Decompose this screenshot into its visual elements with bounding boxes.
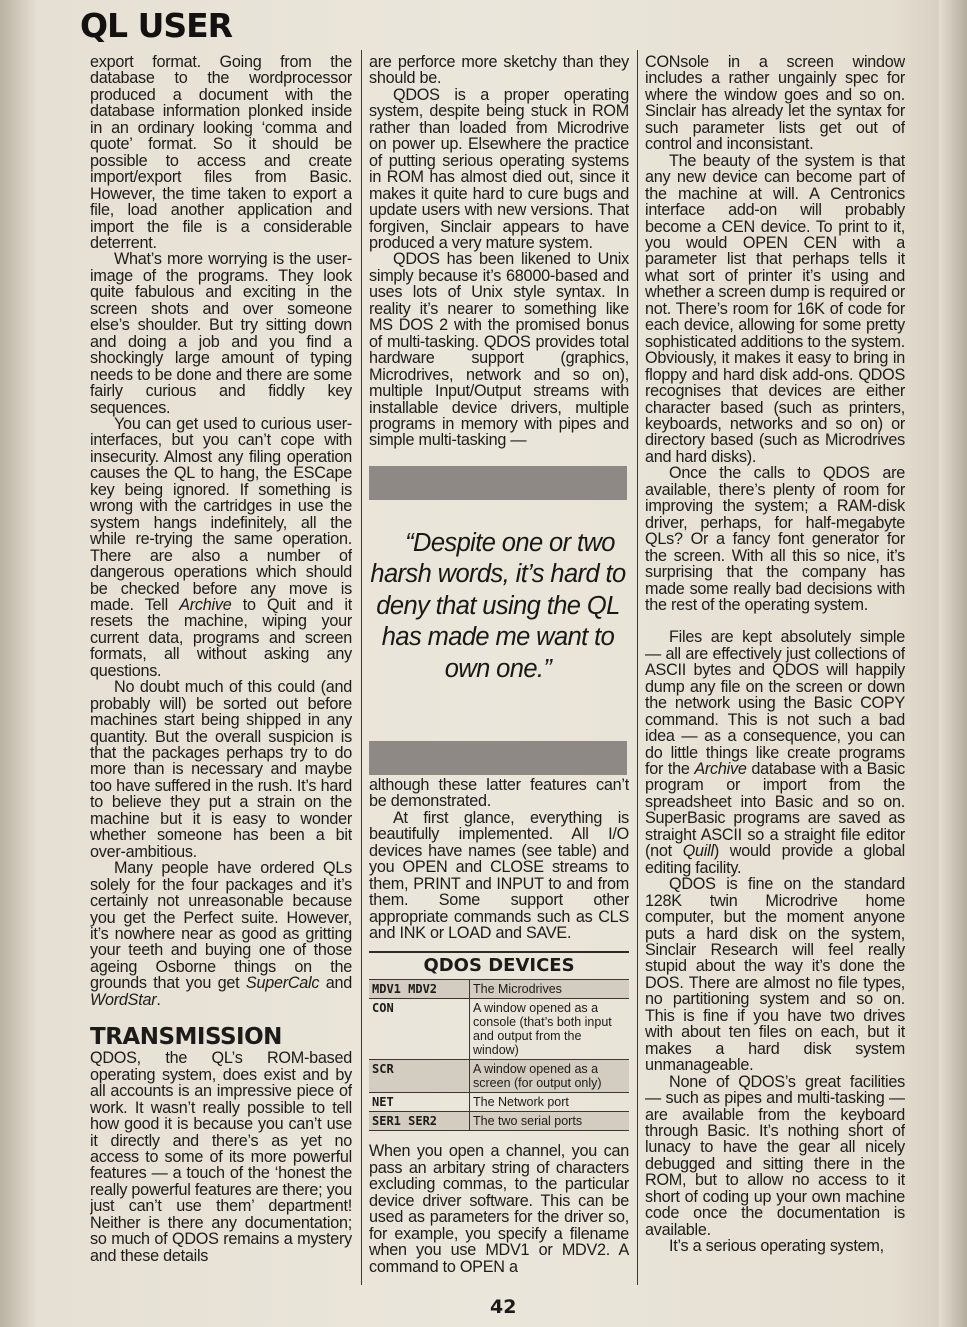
section-title: QL USER	[80, 6, 233, 45]
device-description: A window opened as a screen (for output only)	[470, 1060, 630, 1093]
table-row	[369, 999, 629, 1060]
col3-paragraph-6: None of QDOS’s great facilities — such as pipes and multi-tasking — are available from the keyboard through Basic. It’s nothing short of lunacy to have the gear all nicely debugged and sitting there in the ROM, but to allow no access to it short of coding up your own machine code once the documentation is available.	[645, 1072, 905, 1239]
page-edge-shadow	[939, 0, 967, 1327]
col3-p4-text-b: database with a Basic program or import from the spreadsheet into Basic and so on. SuperBasic programs are saved as straight ASCII so a straight file editor (not	[645, 760, 905, 861]
col1-p3-text-b: to Quit and it resets the machine, wiping your current data, programs and screen formats, all without asking any questions.	[90, 595, 352, 680]
devices-table-title: QDOS DEVICES	[369, 951, 629, 977]
col1-paragraph-5	[90, 860, 352, 1008]
column-rule-2	[637, 50, 638, 1285]
archive-title: Archive	[694, 760, 747, 779]
devices-table-grid	[369, 979, 629, 1131]
device-description: The Network port	[470, 1093, 630, 1112]
col3-p4-text-a: Files are kept absolutely simple — all are effectively just collections of ASCII bytes and QDOS will happily dump any file on the screen or down the network using the Basic COPY command. This is not such a bad idea — as a consequence, you can do little things like create programs for the	[645, 628, 905, 779]
col1-p5-and: and	[319, 974, 352, 993]
table-row	[369, 1093, 629, 1112]
supercalc-title: SuperCalc	[245, 974, 320, 993]
col1-p5-text-a: Many people have ordered QLs solely for the four packages and it’s certainly not unreasonable because you get the Perfect suite. However, it’s nowhere near as good as gritting your teeth and buying one of those ageing Osborne things on the grounds that you get	[90, 859, 352, 993]
col3-p4-text-c: ) would provide a global editing facility.	[645, 842, 905, 877]
col1-paragraph-2: What’s more worrying is the user-image of the programs. They look quite fabulous and exciting in the screen shots and over someone else’s shoulder. But try sitting down and doing a job and you find a shockingly large amount of typing needs to be done and there are some fairly curious and fiddly key sequences.	[90, 250, 352, 417]
col1-p5-end: .	[156, 990, 161, 1009]
pull-quote	[369, 449, 629, 777]
col1-paragraph-1: export format. Going from the database to the wordprocessor produced a document with the database information plonked inside in an ordinary looking ‘comma and quote’ format. So it should be possible to access and create import/export files from Basic. However, the time taken to export a file, load another application and import the file is a considerable deterrent.	[90, 54, 352, 252]
column-1	[90, 54, 352, 1286]
column-3	[645, 54, 905, 1286]
col1-p3-text-a: You can get used to curious user-interfaces, but you can’t cope with insecurity. Almost any filing operation causes the QL to hang, the ESCape key being ignored. If something is wrong with the cartridges in use the system hangs indefinitely, all the while re-trying the same operation. There are also a number of dangerous operations which should be checked before any move is made. Tell	[90, 414, 352, 614]
table-row	[369, 1060, 629, 1093]
table-row	[369, 1112, 629, 1131]
col3-paragraph-2: The beauty of the system is that any new device can become part of the machine at will. A Centronics interface add-on will probably become a CEN device. To print to it, you would OPEN CEN with a parameter list that perhaps tells it what sort of printer it’s using and whether a screen dump is required or not. There’s room for 16K of code for each device, allowing for some pretty sophisticated additions to the system. Obviously, it makes it easy to bring in floppy and hard disk add-ons. QDOS recognises that devices are either character based (such as printers, keyboards, networks and so on) or directory based (such as Microdrives and hard disks).	[645, 151, 905, 466]
col3-paragraph-3: Once the calls to QDOS are available, there’s plenty of room for improving the system; a RAM-disk driver, perhaps, for half-megabyte QLs? Or a fancy font generator for the screen. With all this so nice, it’s surprising that the company has made some really bad decisions with the rest of the operating system.	[645, 464, 905, 614]
col1-paragraph-6: QDOS, the QL’s ROM-based operating system, does exist and by all accounts is an impressive piece of work. It wasn’t really possible to tell how good it is because you can’t use it directly and there’s as yet no access to some of its more powerful features — a touch of the ‘honest the really powerful features are there; you just can’t use them’ department! Neither is there any documentation; so much of QDOS remains a mystery and these details	[90, 1049, 352, 1265]
col2-paragraph-4: although these latter features can’t be demonstrated.	[369, 775, 629, 811]
pull-quote-text: “Despite one or two harsh words, it’s hard to deny that using the QL has made me want to own one.”	[370, 528, 626, 683]
quill-title: Quill	[682, 842, 714, 861]
col2-paragraph-1: are perforce more sketchy than they should be.	[369, 54, 629, 88]
device-description: A window opened as a console (that’s both input and output from the window)	[470, 999, 630, 1060]
page-number: 42	[490, 1296, 517, 1318]
col2-paragraph-3: QDOS has been likened to Unix simply because it’s 68000-based and uses lots of Unix style syntax. In reality it’s nearer to something like MS DOS 2 with the promised bonus of multi-tasking. QDOS provides total hardware support (graphics, Microdrives, network and so on), multiple Input/Output streams with installable device drivers, multiple programs in memory with pipes and simple multi-tasking —	[369, 250, 629, 450]
page-spine-shadow	[0, 0, 36, 1327]
section-heading-transmission: TRANSMISSION	[90, 1024, 282, 1051]
col1-paragraph-3	[90, 416, 352, 679]
device-name: MDV1 MDV2	[369, 980, 470, 999]
pull-quote-bar-bottom	[369, 741, 627, 775]
device-description: The two serial ports	[470, 1112, 630, 1131]
col3-paragraph-4	[645, 629, 905, 876]
column-rule-1	[361, 50, 362, 1285]
col2-paragraph-5: At first glance, everything is beautifully implemented. All I/O devices have names (see table) and you OPEN and CLOSE streams to them, PRINT and INPUT to and from them. Some support other appropriate commands such as CLS and INK or LOAD and SAVE.	[369, 808, 629, 942]
col2-paragraph-2: QDOS is a proper operating system, despite being stuck in ROM rather than loaded from Microdrive on power up. Elsewhere the practice of putting serious operating systems in ROM has almost died out, since it makes it quite hard to cure bugs and update users with new versions. That forgiven, Sinclair appears to have produced a very mature system.	[369, 85, 629, 252]
pull-quote-bar-top	[369, 466, 627, 500]
device-name: NET	[369, 1093, 470, 1112]
device-name: SCR	[369, 1060, 470, 1093]
col3-paragraph-7: It’s a serious operating system,	[669, 1237, 884, 1256]
col3-paragraph-1: CONsole in a screen window includes a rather ungainly spec for where the window goes and so on. Sinclair has already let the syntax for such parameter lists get out of control and inconsistant.	[645, 54, 905, 154]
wordstar-title: WordStar	[90, 990, 157, 1009]
col1-paragraph-4: No doubt much of this could (and probably will) be sorted out before machines start being shipped in any quantity. But the overall suspicion is that the packages perhaps try to do more than is necessary and maybe too have suffered in the rush. It’s hard to believe they put a strain on the machine but it is easy to wonder whether someone has been a bit over-ambitious.	[90, 678, 352, 861]
table-row	[369, 980, 629, 999]
col3-paragraph-5: QDOS is fine on the standard 128K twin Microdrive home computer, but the moment anyone puts a hard disk on the system, Sinclair Research will feel really stupid about the way it’s done the DOS. There are almost no file types, no partitioning system and so on. This is fine if you have two drives with about ten files on each, but it makes a hard disk system unmanageable.	[645, 875, 905, 1075]
device-name: SER1 SER2	[369, 1112, 470, 1131]
column-2	[369, 54, 629, 1286]
device-name: CON	[369, 999, 470, 1060]
col2-paragraph-6: When you open a channel, you can pass an arbitary string of characters excluding commas, to the particular device driver software. This can be used as parameters for the driver so, for example, you specify a filename when you use MDV1 or MDV2. A command to OPEN a	[369, 1142, 629, 1276]
archive-title: Archive	[179, 595, 232, 614]
device-description: The Microdrives	[470, 980, 630, 999]
qdos-devices-table	[369, 951, 629, 1131]
